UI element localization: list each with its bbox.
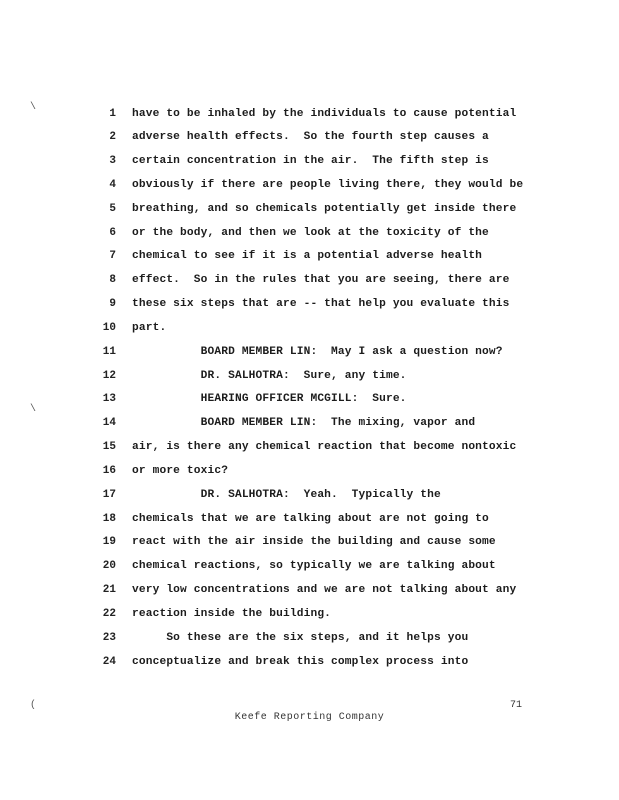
line-number: 16 (102, 465, 116, 477)
line-number: 20 (102, 560, 116, 572)
line-text: effect. So in the rules that you are seeing, there are (132, 274, 510, 286)
line-number: 19 (102, 536, 116, 548)
line-text: or the body, and then we look at the toxicity of the (132, 227, 489, 239)
margin-mark: ( (30, 700, 37, 711)
line-text: adverse health effects. So the fourth step causes a (132, 131, 489, 143)
line-text: BOARD MEMBER LIN: May I ask a question now? (132, 346, 503, 358)
line-text: DR. SALHOTRA: Sure, any time. (132, 370, 407, 382)
line-text: these six steps that are -- that help you evaluate this (132, 298, 510, 310)
line-text: chemicals that we are talking about are not going to (132, 513, 489, 525)
line-number: 22 (102, 608, 116, 620)
line-number: 12 (102, 370, 116, 382)
line-number: 2 (109, 131, 116, 143)
line-text: chemical to see if it is a potential adverse health (132, 250, 483, 262)
line-text: obviously if there are people living there, they would be (132, 179, 524, 191)
line-text: HEARING OFFICER MCGILL: Sure. (132, 393, 407, 405)
line-text: chemical reactions, so typically we are talking about (132, 560, 496, 572)
line-text: reaction inside the building. (132, 608, 332, 620)
line-number: 5 (109, 203, 116, 215)
line-text: certain concentration in the air. The fifth step is (132, 155, 489, 167)
line-text: breathing, and so chemicals potentially get inside there (132, 203, 517, 215)
line-text: air, is there any chemical reaction that become nontoxic (132, 441, 517, 453)
line-text: conceptualize and break this complex process into (132, 656, 469, 668)
line-text: have to be inhaled by the individuals to cause potential (132, 108, 517, 120)
line-number: 21 (102, 584, 116, 596)
line-number: 18 (102, 513, 116, 525)
line-number: 4 (109, 179, 116, 191)
margin-mark: \ (30, 404, 37, 415)
line-number: 8 (109, 274, 116, 286)
line-number: 14 (102, 417, 116, 429)
line-number: 24 (102, 656, 116, 668)
line-number: 10 (102, 322, 116, 334)
line-number: 7 (109, 250, 116, 262)
line-text: react with the air inside the building and cause some (132, 536, 496, 548)
line-text: So these are the six steps, and it helps you (132, 632, 469, 644)
line-text: very low concentrations and we are not talking about any (132, 584, 517, 596)
line-number: 23 (102, 632, 116, 644)
margin-mark: \ (30, 102, 37, 113)
page-number: 71 (510, 700, 523, 711)
line-number: 13 (102, 393, 116, 405)
line-text: BOARD MEMBER LIN: The mixing, vapor and (132, 417, 476, 429)
line-number: 15 (102, 441, 116, 453)
footer-reporter: Keefe Reporting Company (234, 712, 385, 723)
line-number: 11 (102, 346, 116, 358)
line-number: 6 (109, 227, 116, 239)
line-number: 9 (109, 298, 116, 310)
line-number: 17 (102, 489, 116, 501)
line-number: 1 (109, 108, 116, 120)
line-number: 3 (109, 155, 116, 167)
line-text: or more toxic? (132, 465, 229, 477)
line-text: DR. SALHOTRA: Yeah. Typically the (132, 489, 441, 501)
line-text: part. (132, 322, 167, 334)
